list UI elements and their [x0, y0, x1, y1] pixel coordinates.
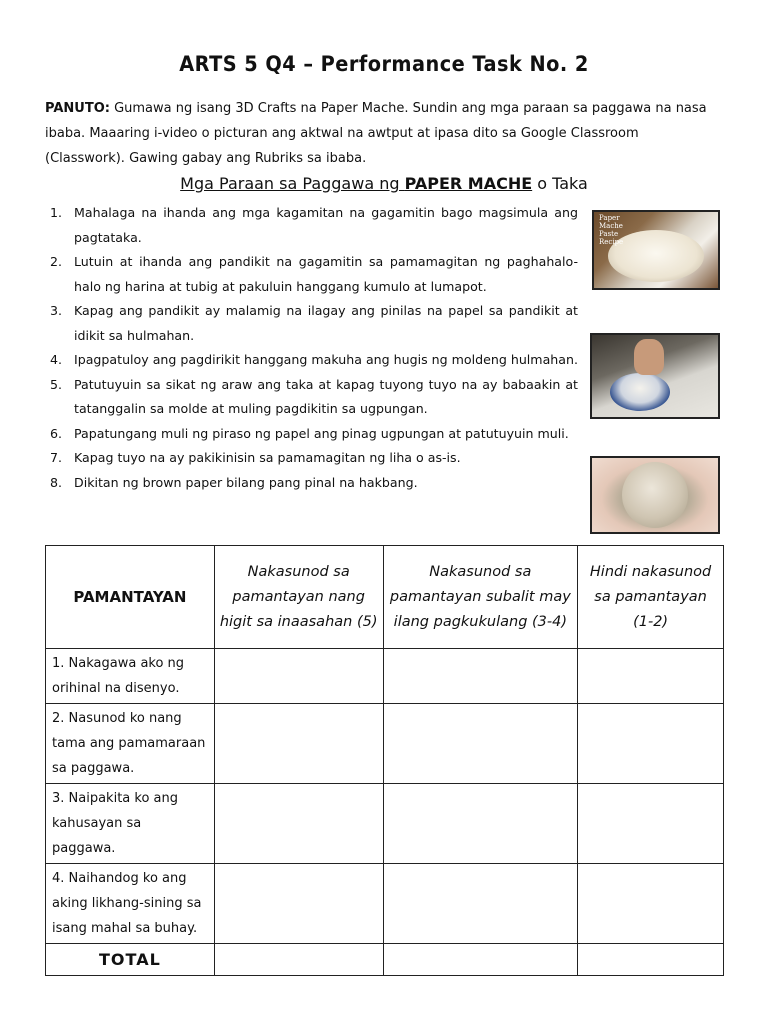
table-row: [46, 864, 724, 944]
rubric-table: [45, 545, 724, 976]
rubric-column-header: Nakasunod sa pamantayan nang higit sa inaasahan (5): [214, 546, 383, 649]
score-cell[interactable]: [578, 864, 724, 944]
criterion-cell: 2. Nasunod ko nang tama ang pamamaraan sa paggawa.: [46, 704, 215, 784]
step-text: Ipagpatuloy ang pagdirikit hanggang makuha ang hugis ng moldeng hulmahan.: [74, 352, 578, 367]
step-item: [48, 471, 578, 496]
step-item: [48, 446, 578, 471]
score-cell[interactable]: [578, 944, 724, 976]
paper-mache-ball-photo: [590, 456, 720, 534]
step-number: 6.: [50, 425, 63, 441]
step-item: [48, 201, 578, 250]
step-text: Patutuyuin sa sikat ng araw ang taka at kapag tuyong tuyo na ay babaakin at tatanggalin sa molde at muling pagdikitin sa ugpungan.: [74, 376, 578, 416]
procedure-heading-part1: Mga Paraan sa Paggawa ng: [180, 174, 405, 193]
rubric-header-row: [46, 546, 724, 649]
step-number: 1.: [50, 205, 63, 220]
hand-shape: [634, 339, 664, 375]
step-text: Papatungang muli ng piraso ng papel ang pinag ugpungan at patutuyuin muli.: [74, 425, 569, 441]
score-cell[interactable]: [383, 784, 578, 864]
ball-shape: [622, 462, 688, 528]
score-cell[interactable]: [578, 649, 724, 704]
step-text: Kapag ang pandikit ay malamig na ilagay ang pinilas na papel sa pandikit at idikit sa hulmahan.: [74, 303, 578, 343]
score-cell[interactable]: [578, 784, 724, 864]
criterion-cell: 4. Naihandog ko ang aking likhang-sining sa isang mahal sa buhay.: [46, 864, 215, 944]
score-cell[interactable]: [383, 864, 578, 944]
step-item: [48, 348, 578, 373]
step-text: Mahalaga na ihanda ang mga kagamitan na gagamitin bago magsimula ang pagtataka.: [74, 205, 578, 245]
step-item: [48, 299, 578, 348]
procedure-heading-part2: PAPER MACHE: [404, 174, 533, 193]
rubric-column-header: Nakasunod sa pamantayan subalit may ilang pagkukulang (3-4): [383, 546, 578, 649]
bowl-shape: [610, 373, 670, 411]
step-number: 7.: [50, 450, 63, 465]
step-number: 8.: [50, 474, 63, 490]
mixing-photo: [590, 333, 720, 419]
score-cell[interactable]: [214, 704, 383, 784]
score-cell[interactable]: [214, 864, 383, 944]
step-text: Lutuin at ihanda ang pandikit na gagamitin sa pamamagitan ng paghahalo-halo ng harina at tubig at pakuluin hanggang kumulo at lumapot.: [74, 254, 578, 294]
photo-caption: Paper Mache Paste Recipe: [599, 214, 624, 246]
score-cell[interactable]: [383, 704, 578, 784]
step-number: 2.: [50, 254, 63, 269]
page-title: ARTS 5 Q4 – Performance Task No. 2: [179, 52, 589, 76]
score-cell[interactable]: [578, 704, 724, 784]
total-label: TOTAL: [46, 944, 215, 976]
procedure-heading-part3: o Taka: [532, 174, 588, 193]
paste-bowl-photo: [592, 210, 720, 290]
criterion-cell: 3. Naipakita ko ang kahusayan sa paggawa.: [46, 784, 215, 864]
score-cell[interactable]: [214, 649, 383, 704]
steps-list: [48, 201, 578, 495]
criteria-header: PAMANTAYAN: [46, 546, 215, 649]
criterion-cell: 1. Nakagawa ako ng orihinal na disenyo.: [46, 649, 215, 704]
instructions-label: PANUTO:: [45, 101, 110, 116]
step-number: 5.: [50, 376, 63, 392]
step-text: Kapag tuyo na ay pakikinisin sa pamamagitan ng liha o as-is.: [74, 450, 461, 465]
rubric-column-header: Hindi nakasunod sa pamantayan (1-2): [578, 546, 724, 649]
procedure-heading: [0, 173, 768, 195]
step-number: 3.: [50, 303, 63, 318]
score-cell[interactable]: [383, 649, 578, 704]
total-row: [46, 944, 724, 976]
table-row: [46, 704, 724, 784]
instructions: [45, 96, 715, 171]
step-text: Dikitan ng brown paper bilang pang pinal na hakbang.: [74, 474, 418, 490]
score-cell[interactable]: [214, 944, 383, 976]
step-item: [48, 373, 578, 422]
table-row: [46, 649, 724, 704]
instructions-text: Gumawa ng isang 3D Crafts na Paper Mache. Sundin ang mga paraan sa paggawa na nasa ibaba. Maaaring i-video o picturan ang aktwal na awtput at ipasa dito sa Google Classroom (Classwork). Gawing gabay ang Rubriks sa ibaba.: [45, 101, 707, 166]
step-item: [48, 422, 578, 447]
table-row: [46, 784, 724, 864]
step-item: [48, 250, 578, 299]
step-number: 4.: [50, 352, 63, 367]
score-cell[interactable]: [214, 784, 383, 864]
score-cell[interactable]: [383, 944, 578, 976]
